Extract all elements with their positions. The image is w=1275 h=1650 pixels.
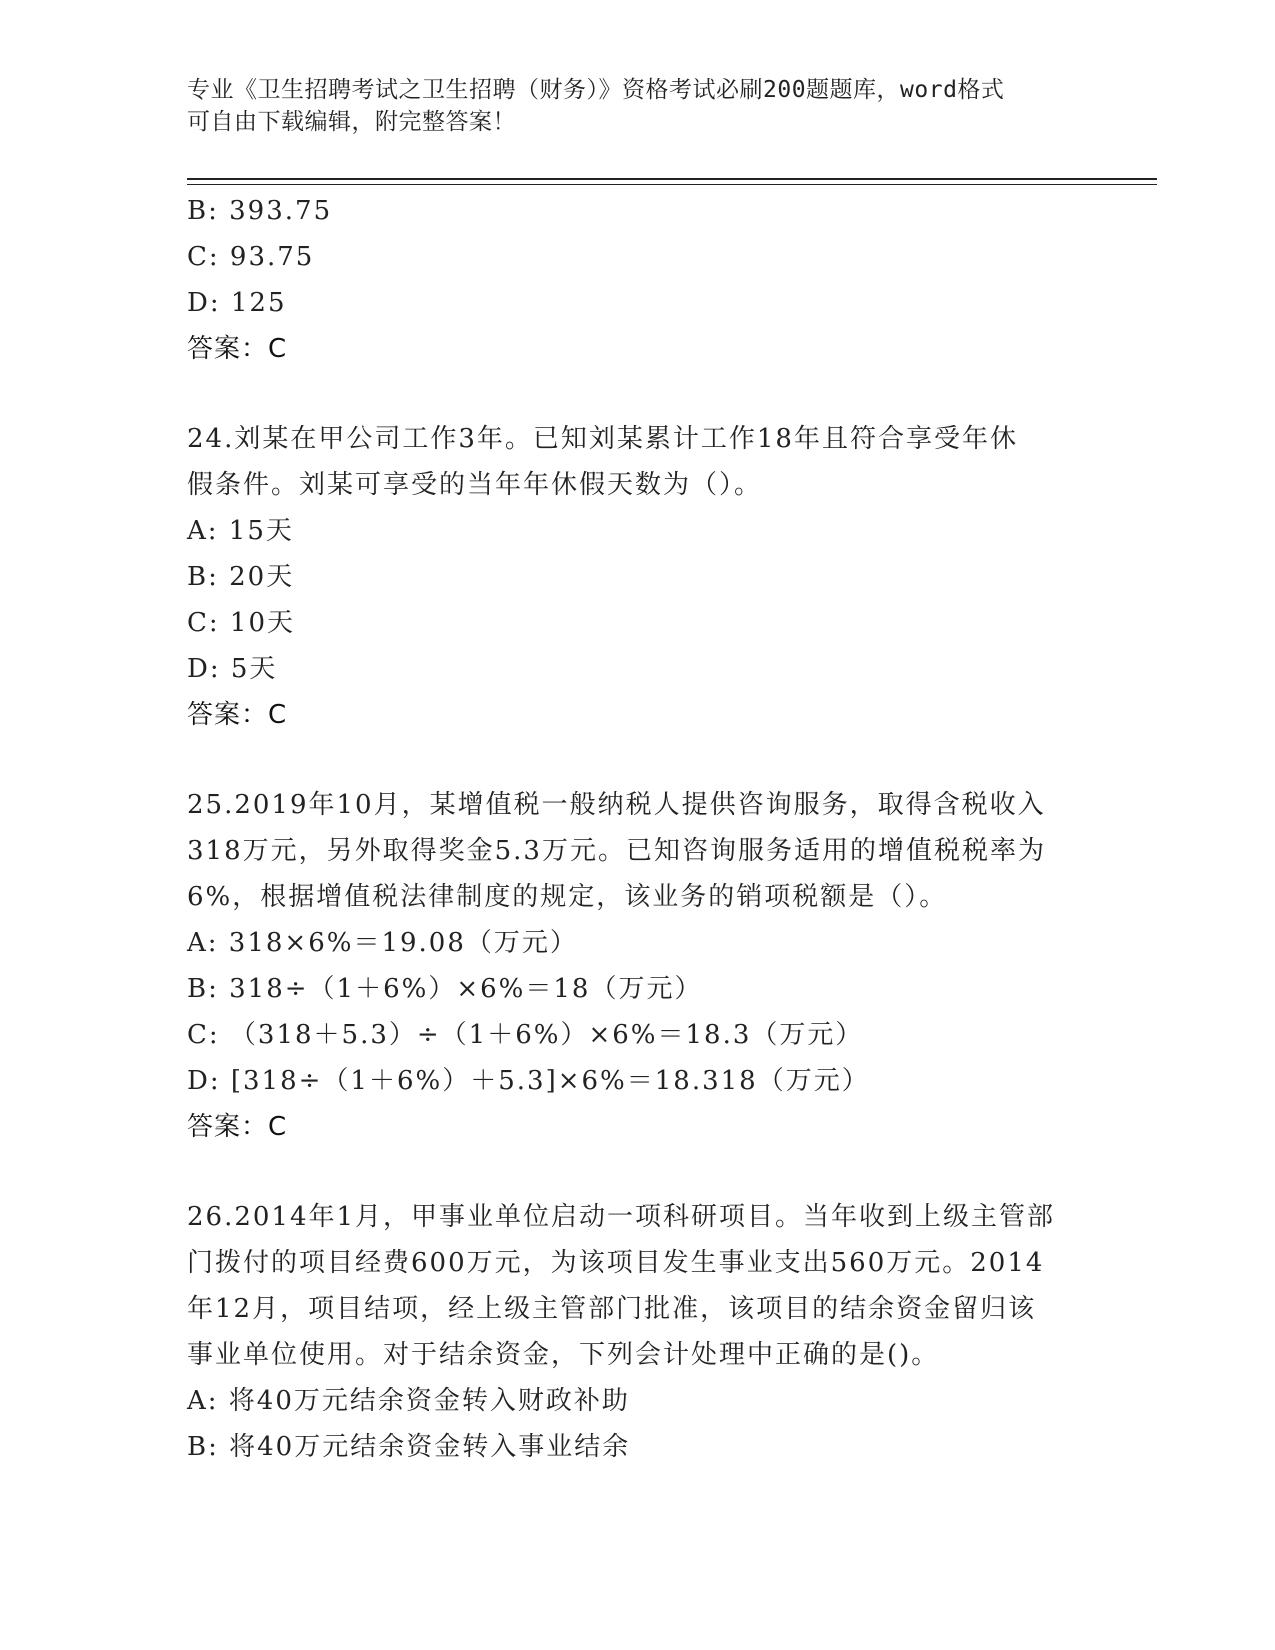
answer-line: 答案：C <box>187 334 288 364</box>
question-line: 318万元，另外取得奖金5.3万元。已知咨询服务适用的增值税税率为 <box>187 836 1046 866</box>
option-c: C: 10天 <box>187 608 296 638</box>
question-line: 门拨付的项目经费600万元，为该项目发生事业支出560万元。2014 <box>187 1248 1045 1278</box>
header-line-2: 可自由下载编辑，附完整答案！ <box>187 109 516 135</box>
option-a: A: 将40万元结余资金转入财政补助 <box>187 1386 630 1416</box>
question-24 <box>187 416 1087 738</box>
option-c: C: 93.75 <box>187 242 315 272</box>
answer-line: 答案：C <box>187 700 288 730</box>
question-line: 事业单位使用。对于结余资金，下列会计处理中正确的是()。 <box>187 1340 940 1370</box>
answer-line: 答案：C <box>187 1112 288 1142</box>
option-b: B: 20天 <box>187 562 295 592</box>
question-26 <box>187 1194 1087 1470</box>
option-a: A: 15天 <box>187 516 294 546</box>
question-line: 6%，根据增值税法律制度的规定，该业务的销项税额是（）。 <box>187 882 948 912</box>
option-a: A: 318×6%＝19.08（万元） <box>187 928 578 958</box>
option-b: B: 393.75 <box>187 196 333 226</box>
question-text <box>187 1194 1087 1378</box>
question-line: 年12月，项目结项，经上级主管部门批准，该项目的结余资金留归该 <box>187 1294 1037 1324</box>
question-line: 26.2014年1月，甲事业单位启动一项科研项目。当年收到上级主管部 <box>187 1202 1056 1232</box>
question-line: 24.刘某在甲公司工作3年。已知刘某累计工作18年且符合享受年休 <box>187 424 1018 454</box>
question-text <box>187 782 1087 920</box>
option-d: D: [318÷（1＋6%）＋5.3]×6%＝18.318（万元） <box>187 1066 870 1096</box>
question-text <box>187 416 1087 508</box>
option-d: D: 125 <box>187 288 287 318</box>
document-header <box>187 74 1067 138</box>
prev-question-block <box>187 188 1087 372</box>
option-b: B: 将40万元结余资金转入事业结余 <box>187 1432 631 1462</box>
option-d: D: 5天 <box>187 654 278 684</box>
document-body <box>187 188 1087 1470</box>
question-25 <box>187 782 1087 1150</box>
question-line: 25.2019年10月，某增值税一般纳税人提供咨询服务，取得含税收入 <box>187 790 1046 820</box>
header-line-1: 专业《卫生招聘考试之卫生招聘（财务）》资格考试必刷200题题库，word格式 <box>187 77 1005 103</box>
option-c: C: （318＋5.3）÷（1＋6%）×6%＝18.3（万元） <box>187 1020 864 1050</box>
header-divider-thin <box>187 184 1157 185</box>
option-b: B: 318÷（1＋6%）×6%＝18（万元） <box>187 974 703 1004</box>
question-line: 假条件。刘某可享受的当年年休假天数为（）。 <box>187 470 763 500</box>
header-divider-thick <box>187 178 1157 180</box>
